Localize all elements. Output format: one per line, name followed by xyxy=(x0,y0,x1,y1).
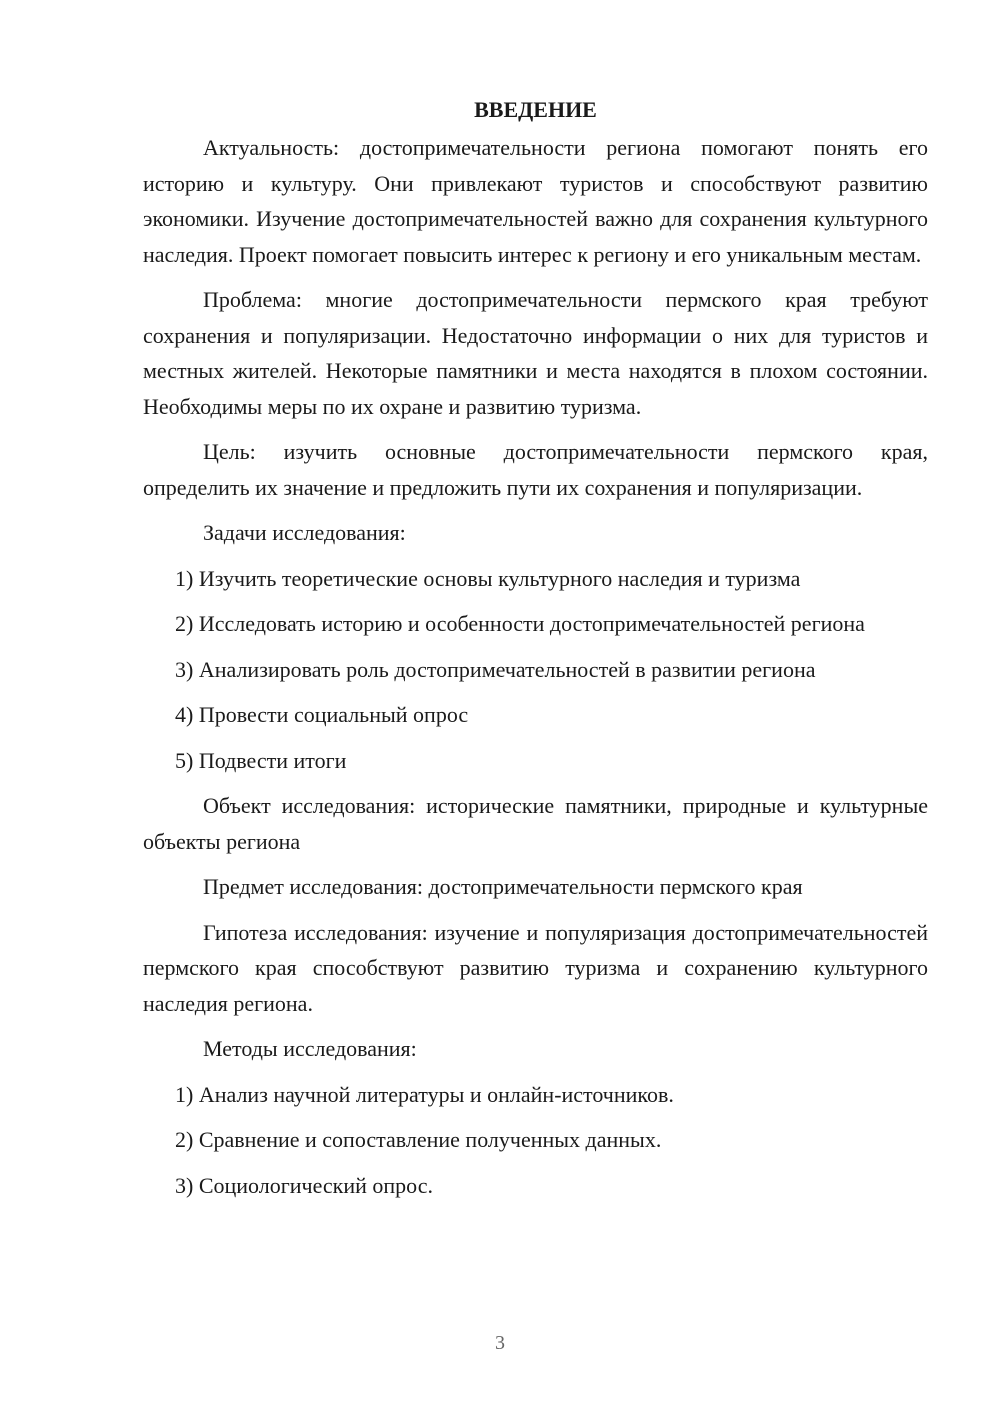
task-item-3: 3) Анализировать роль достопримечательностей в развитии региона xyxy=(175,656,816,682)
task-item-2: 2) Исследовать историю и особенности достопримечательностей региона xyxy=(175,611,865,636)
relevance-paragraph: Актуальность: достопримечательности региона помогают понять его историю и культуру. Они привлекают туристов и способствуют развитию экономики. Изучение достопримечательностей важно для сохранения культурного наследия. Проект помогает повысить интерес к региону и его уникальным местам. xyxy=(143,135,928,267)
methods-heading: Методы исследования: xyxy=(203,1036,417,1061)
method-item-2: 2) Сравнение и сопоставление полученных данных. xyxy=(175,1127,662,1152)
task-item-4: 4) Провести социальный опрос xyxy=(175,702,469,727)
method-item-3: 3) Социологический опрос. xyxy=(175,1172,433,1198)
object-paragraph: Объект исследования: исторические памятники, природные и культурные объекты региона xyxy=(143,793,928,854)
problem-paragraph: Проблема: многие достопримечательности пермского края требуют сохранения и популяризации. Недостаточно информации о них для туристов и местных жителей. Некоторые памятники и места находятся в плохом состоянии. Необходимы меры по их охране и развитию туризма. xyxy=(143,287,928,419)
hypothesis-paragraph: Гипотеза исследования: изучение и популяризация достопримечательностей пермского края способствуют развитию туризма и сохранению культурного наследия региона. xyxy=(143,919,928,1016)
tasks-heading: Задачи исследования: xyxy=(203,520,406,545)
document-page xyxy=(143,90,928,1213)
task-item-1: 1) Изучить теоретические основы культурного наследия и туризма xyxy=(175,565,801,591)
method-item-1: 1) Анализ научной литературы и онлайн-источников. xyxy=(175,1081,674,1107)
goal-paragraph: Цель: изучить основные достопримечательности пермского края, определить их значение и предложить пути их сохранения и популяризации. xyxy=(143,439,928,500)
page-number: 3 xyxy=(495,1332,505,1354)
subject-paragraph: Предмет исследования: достопримечательности пермского края xyxy=(203,874,803,899)
task-item-5: 5) Подвести итоги xyxy=(175,747,347,773)
page-title: ВВЕДЕНИЕ xyxy=(474,97,597,122)
